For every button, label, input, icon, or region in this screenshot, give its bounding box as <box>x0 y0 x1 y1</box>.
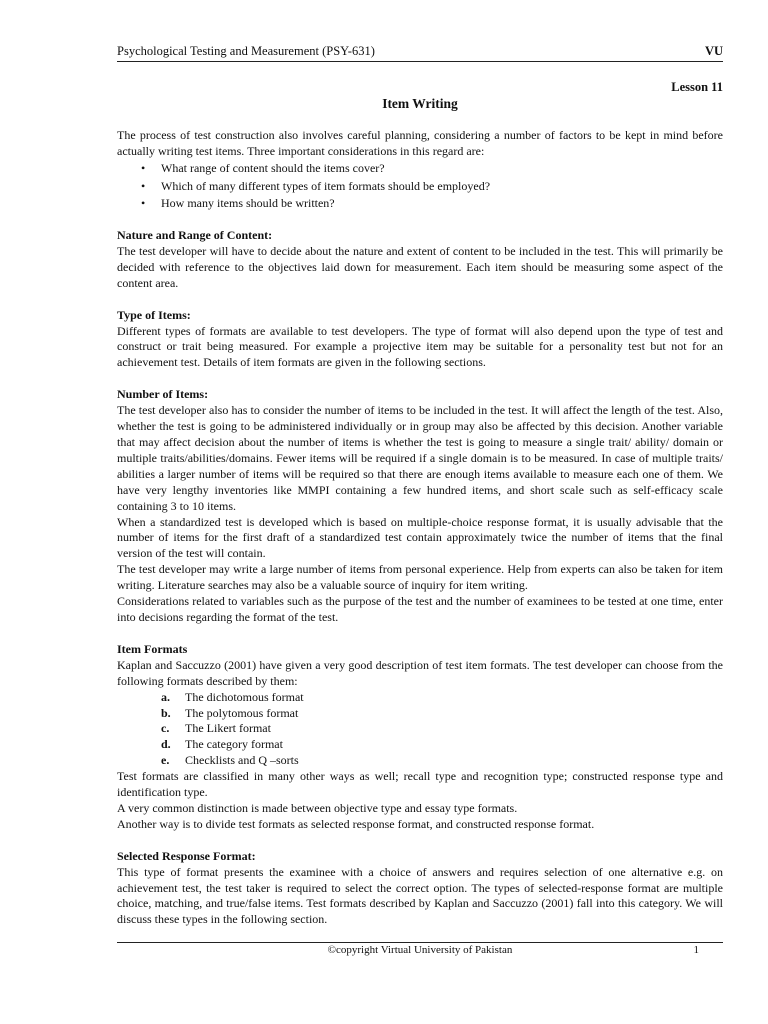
list-text: The category format <box>185 737 283 752</box>
footer-copyright: ©copyright Virtual University of Pakistan <box>327 944 513 956</box>
section-paragraph: Considerations related to variables such as the purpose of the test and the number of examinees to be tested at one time, enter into decisions regarding the format of the test. <box>117 594 723 624</box>
section-heading-content: Nature and Range of Content: <box>117 228 273 243</box>
course-title: Psychological Testing and Measurement (PSY-631) <box>117 44 375 58</box>
page-header <box>117 44 723 62</box>
section-paragraph: Another way is to divide test formats as selected response format, and constructed response format. <box>117 816 595 831</box>
list-marker: e. <box>161 753 170 768</box>
list-item: • Which of many different types of item formats should be employed? <box>141 179 723 195</box>
page-title: Item Writing <box>382 96 458 111</box>
page-number: 1 <box>693 944 699 956</box>
section-heading-type: Type of Items: <box>117 307 191 322</box>
section-paragraph: The test developer may write a large number of items from personal experience. Help from experts can also be taken for item writing. Literature searches may also be a valuable source of inquiry for item writing. <box>117 562 723 593</box>
section-paragraph: A very common distinction is made between objective type and essay type formats. <box>117 800 518 815</box>
intro-paragraph: The process of test construction also involves careful planning, considering a number of factors to be kept in mind before actually writing test items. Three important considerations in this regard are: <box>117 128 723 158</box>
section-paragraph: Kaplan and Saccuzzo (2001) have given a very good description of test item formats. The test developer can choose from the following formats described by them: <box>117 657 723 688</box>
list-marker: c. <box>161 721 170 736</box>
section-heading-number: Number of Items: <box>117 387 209 402</box>
section-paragraph: Different types of formats are available to test developers. The type of format will also depend upon the type of test and construct or trait being measured. For example a projective item may be suitable for a personality test but not for an achievement test. Details of item formats are given in the following sections. <box>117 323 723 370</box>
section-heading-selected: Selected Response Format: <box>117 848 256 863</box>
list-marker: d. <box>161 737 171 752</box>
list-item: • What range of content should the items cover? <box>141 161 723 177</box>
footer-divider <box>117 942 723 943</box>
section-heading-formats: Item Formats <box>117 641 188 656</box>
list-item <box>161 737 723 753</box>
lesson-number: Lesson 11 <box>671 80 723 94</box>
list-item: • How many items should be written? <box>141 196 723 212</box>
section-paragraph: The test developer also has to consider the number of items to be included in the test. It will affect the length of the test. Also, whether the test is going to be administered individually or in group may also be affected by this decision. Another variable that may affect decision about the number of items is whether the test is going to measure a single trait/ ability/ domain or multiple traits/abilities/domains. Fewer items will be required if a single domain is to be measured. In case of multiple traits/ abilities a larger number of items will be required so that there are enough items available to measure each one of them. We have very lengthy inventories like MMPI containing a few hundred items, and short scale such as self-efficacy scale containing 3 to 10 items. <box>117 403 723 513</box>
list-item <box>161 721 723 737</box>
section-paragraph: The test developer will have to decide about the nature and extent of content to be included in the test. This will primarily be decided with reference to the objectives laid down for measurement. Each item should be measuring some aspect of the content area. <box>117 243 723 290</box>
list-text: The dichotomous format <box>185 689 304 704</box>
list-marker: a. <box>161 689 170 704</box>
formats-list <box>117 690 723 770</box>
list-item <box>161 706 723 722</box>
list-marker: b. <box>161 705 171 720</box>
list-item <box>161 753 723 769</box>
section-paragraph: Test formats are classified in many other ways as well; recall type and recognition type; constructed response type and identification type. <box>117 769 723 800</box>
section-paragraph: When a standardized test is developed which is based on multiple-choice response format, it is usually advisable that the number of items for the first draft of a standardized test contain approximately twice the number of items that the final version of the test will contain. <box>117 514 723 561</box>
list-text: The Likert format <box>185 721 271 736</box>
institution-label: VU <box>704 44 723 58</box>
considerations-list <box>117 161 723 212</box>
section-paragraph: This type of format presents the examinee with a choice of answers and requires selection of one alternative e.g. on achievement test, the test taker is required to select the correct option. The types of selected-response format are multiple choice, matching, and true/false items. Test formats described by Kaplan and Saccuzzo (2001) fall into this category. We will discuss these types in the following section. <box>117 864 723 927</box>
list-item <box>161 690 723 706</box>
document-page <box>117 0 723 1024</box>
list-text: Checklists and Q –sorts <box>185 753 299 768</box>
document-body <box>117 128 723 928</box>
list-text: The polytomous format <box>185 705 299 720</box>
